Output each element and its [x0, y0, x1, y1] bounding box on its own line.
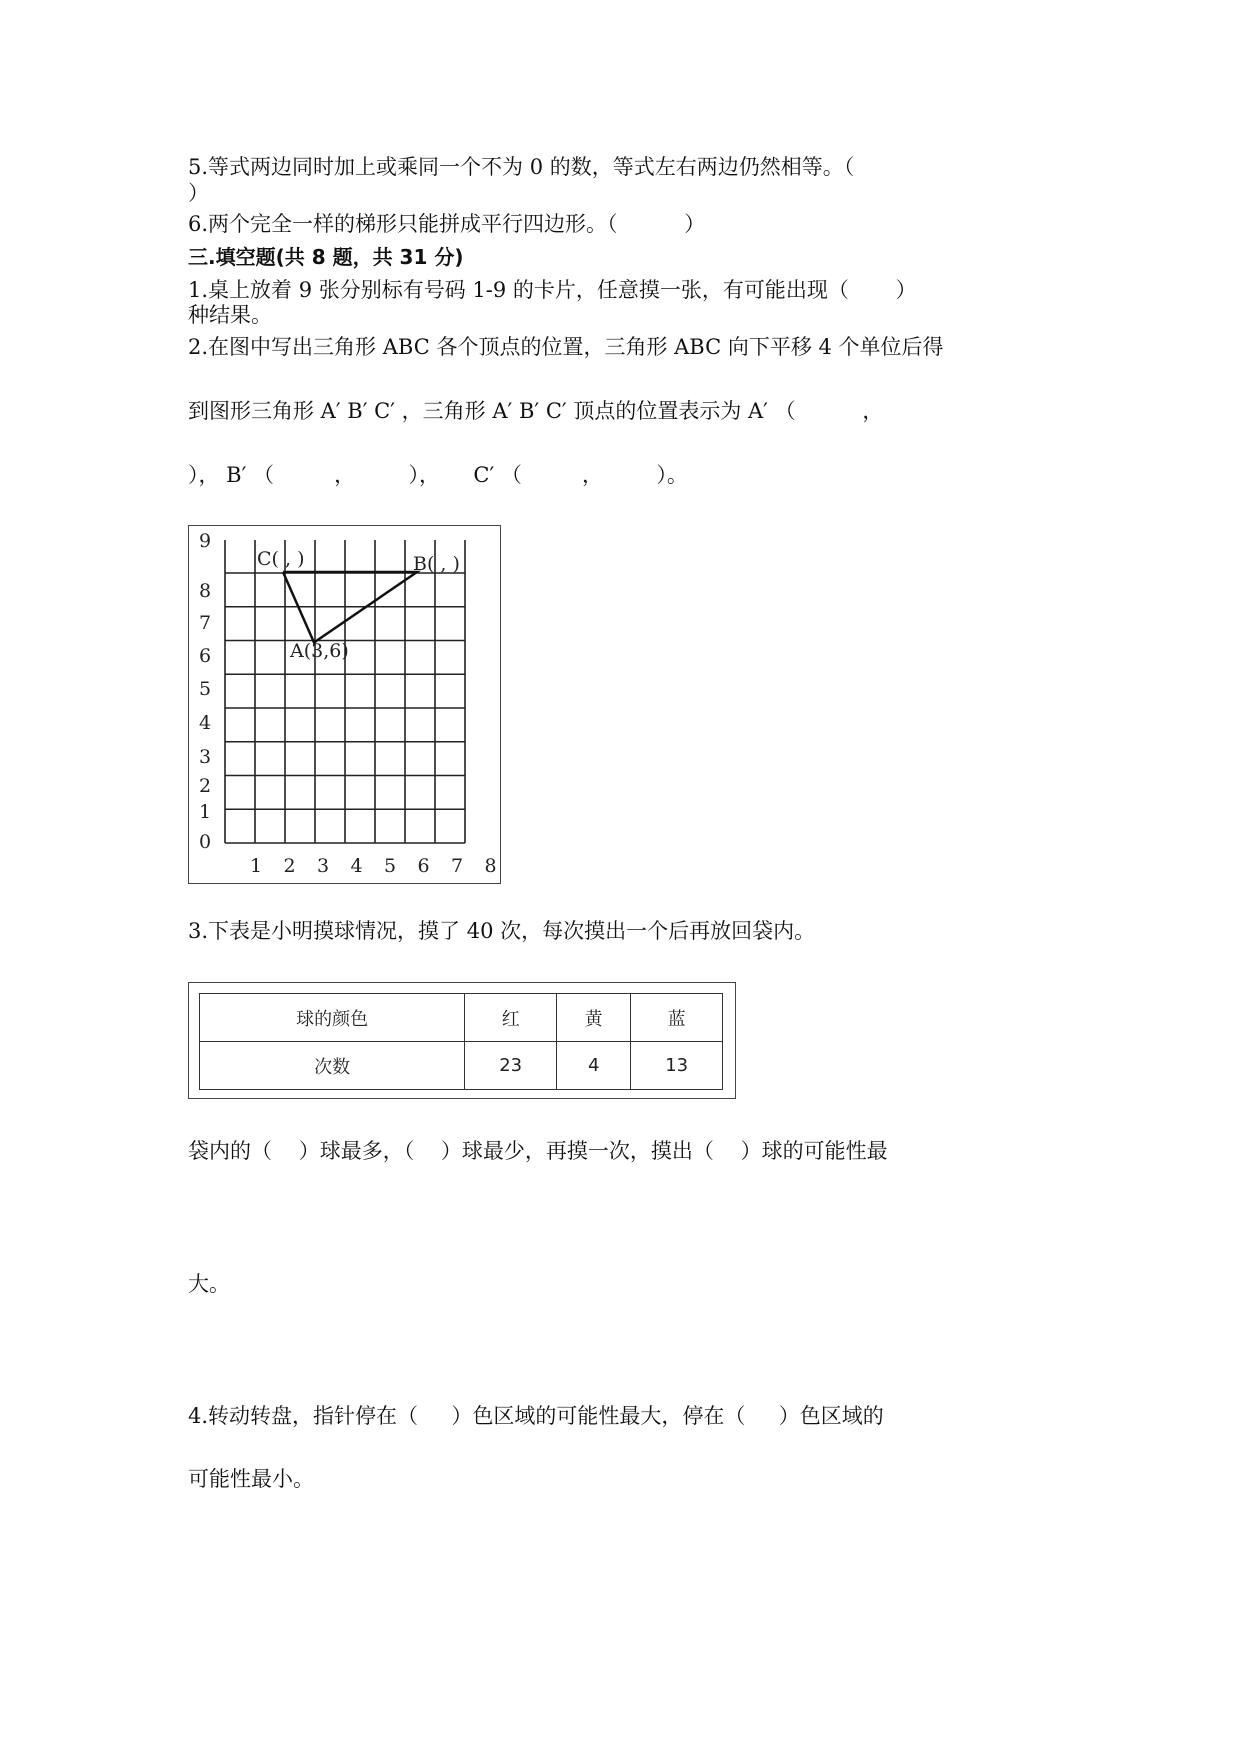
vertex-a-label: A(3,6) [290, 640, 349, 662]
table-cell: 黄 [557, 994, 631, 1042]
table-cell: 4 [557, 1042, 631, 1090]
q4-line2: 可能性最小。 [188, 1467, 314, 1491]
q3-line1: 3.下表是小明摸球情况，摸了 40 次，每次摸出一个后再放回袋内。 [188, 919, 816, 943]
grid-lines [225, 540, 465, 843]
y-tick-label: 4 [199, 712, 212, 734]
x-tick-label: 6 [417, 855, 430, 877]
q4-line1: 4.转动转盘，指针停在（ ）色区域的可能性最大，停在（ ）色区域的 [188, 1404, 884, 1428]
y-tick-label: 1 [199, 801, 212, 823]
ball-table-frame [188, 982, 736, 1099]
q2-line2: 到图形三角形 A′ B′ C′ ，三角形 A′ B′ C′ 顶点的位置表示为 A′ （ ， [188, 399, 884, 423]
ball-table [199, 993, 723, 1090]
table-cell: 次数 [200, 1042, 465, 1090]
table-row [200, 994, 723, 1042]
x-tick-label: 5 [384, 855, 397, 877]
coordinate-grid [189, 526, 500, 883]
q2-line1: 2.在图中写出三角形 ABC 各个顶点的位置，三角形 ABC 向下平移 4 个单位后得 [188, 335, 944, 359]
table-row [200, 1042, 723, 1090]
q3-line3: 大。 [188, 1272, 230, 1296]
x-tick-label: 4 [350, 855, 363, 877]
section-heading: 三.填空题(共 8 题，共 31 分) [188, 245, 464, 269]
x-tick-label: 2 [283, 855, 296, 877]
q1-line2: 种结果。 [188, 303, 272, 327]
table-cell: 球的颜色 [200, 994, 465, 1042]
x-tick-label: 3 [317, 855, 330, 877]
y-tick-label: 9 [199, 530, 212, 552]
q5-line1: 5.等式两边同时加上或乘同一个不为 0 的数，等式左右两边仍然相等。（ [188, 155, 855, 179]
q1-line1: 1.桌上放着 9 张分别标有号码 1-9 的卡片，任意摸一张，有可能出现（ ） [188, 278, 917, 302]
vertex-c-label: C( , ) [257, 548, 305, 570]
x-tick-labels [250, 855, 497, 877]
y-tick-label: 6 [199, 645, 212, 667]
y-tick-label: 0 [199, 831, 212, 853]
q6-text: 6.两个完全一样的梯形只能拼成平行四边形。（ ） [188, 212, 706, 236]
y-tick-label: 8 [199, 580, 212, 602]
table-cell: 蓝 [631, 994, 723, 1042]
table-cell: 13 [631, 1042, 723, 1090]
vertex-b-label: B( , ) [413, 553, 460, 575]
q3-line2: 袋内的（ ）球最多，（ ）球最少，再摸一次，摸出（ ）球的可能性最 [188, 1139, 888, 1163]
table-cell: 23 [465, 1042, 557, 1090]
x-tick-label: 1 [250, 855, 263, 877]
y-tick-label: 3 [199, 746, 212, 768]
table-cell: 红 [465, 994, 557, 1042]
coordinate-grid-figure [188, 525, 501, 884]
y-tick-label: 2 [199, 775, 212, 797]
q2-line3: ）， B′ （ ， ）， C′ （ ， ）。 [188, 463, 688, 487]
x-tick-label: 8 [484, 855, 497, 877]
y-tick-label: 5 [199, 678, 212, 700]
y-tick-labels [199, 530, 211, 853]
y-tick-label: 7 [199, 612, 212, 634]
x-tick-label: 7 [451, 855, 464, 877]
q5-line2: ） [188, 181, 209, 205]
